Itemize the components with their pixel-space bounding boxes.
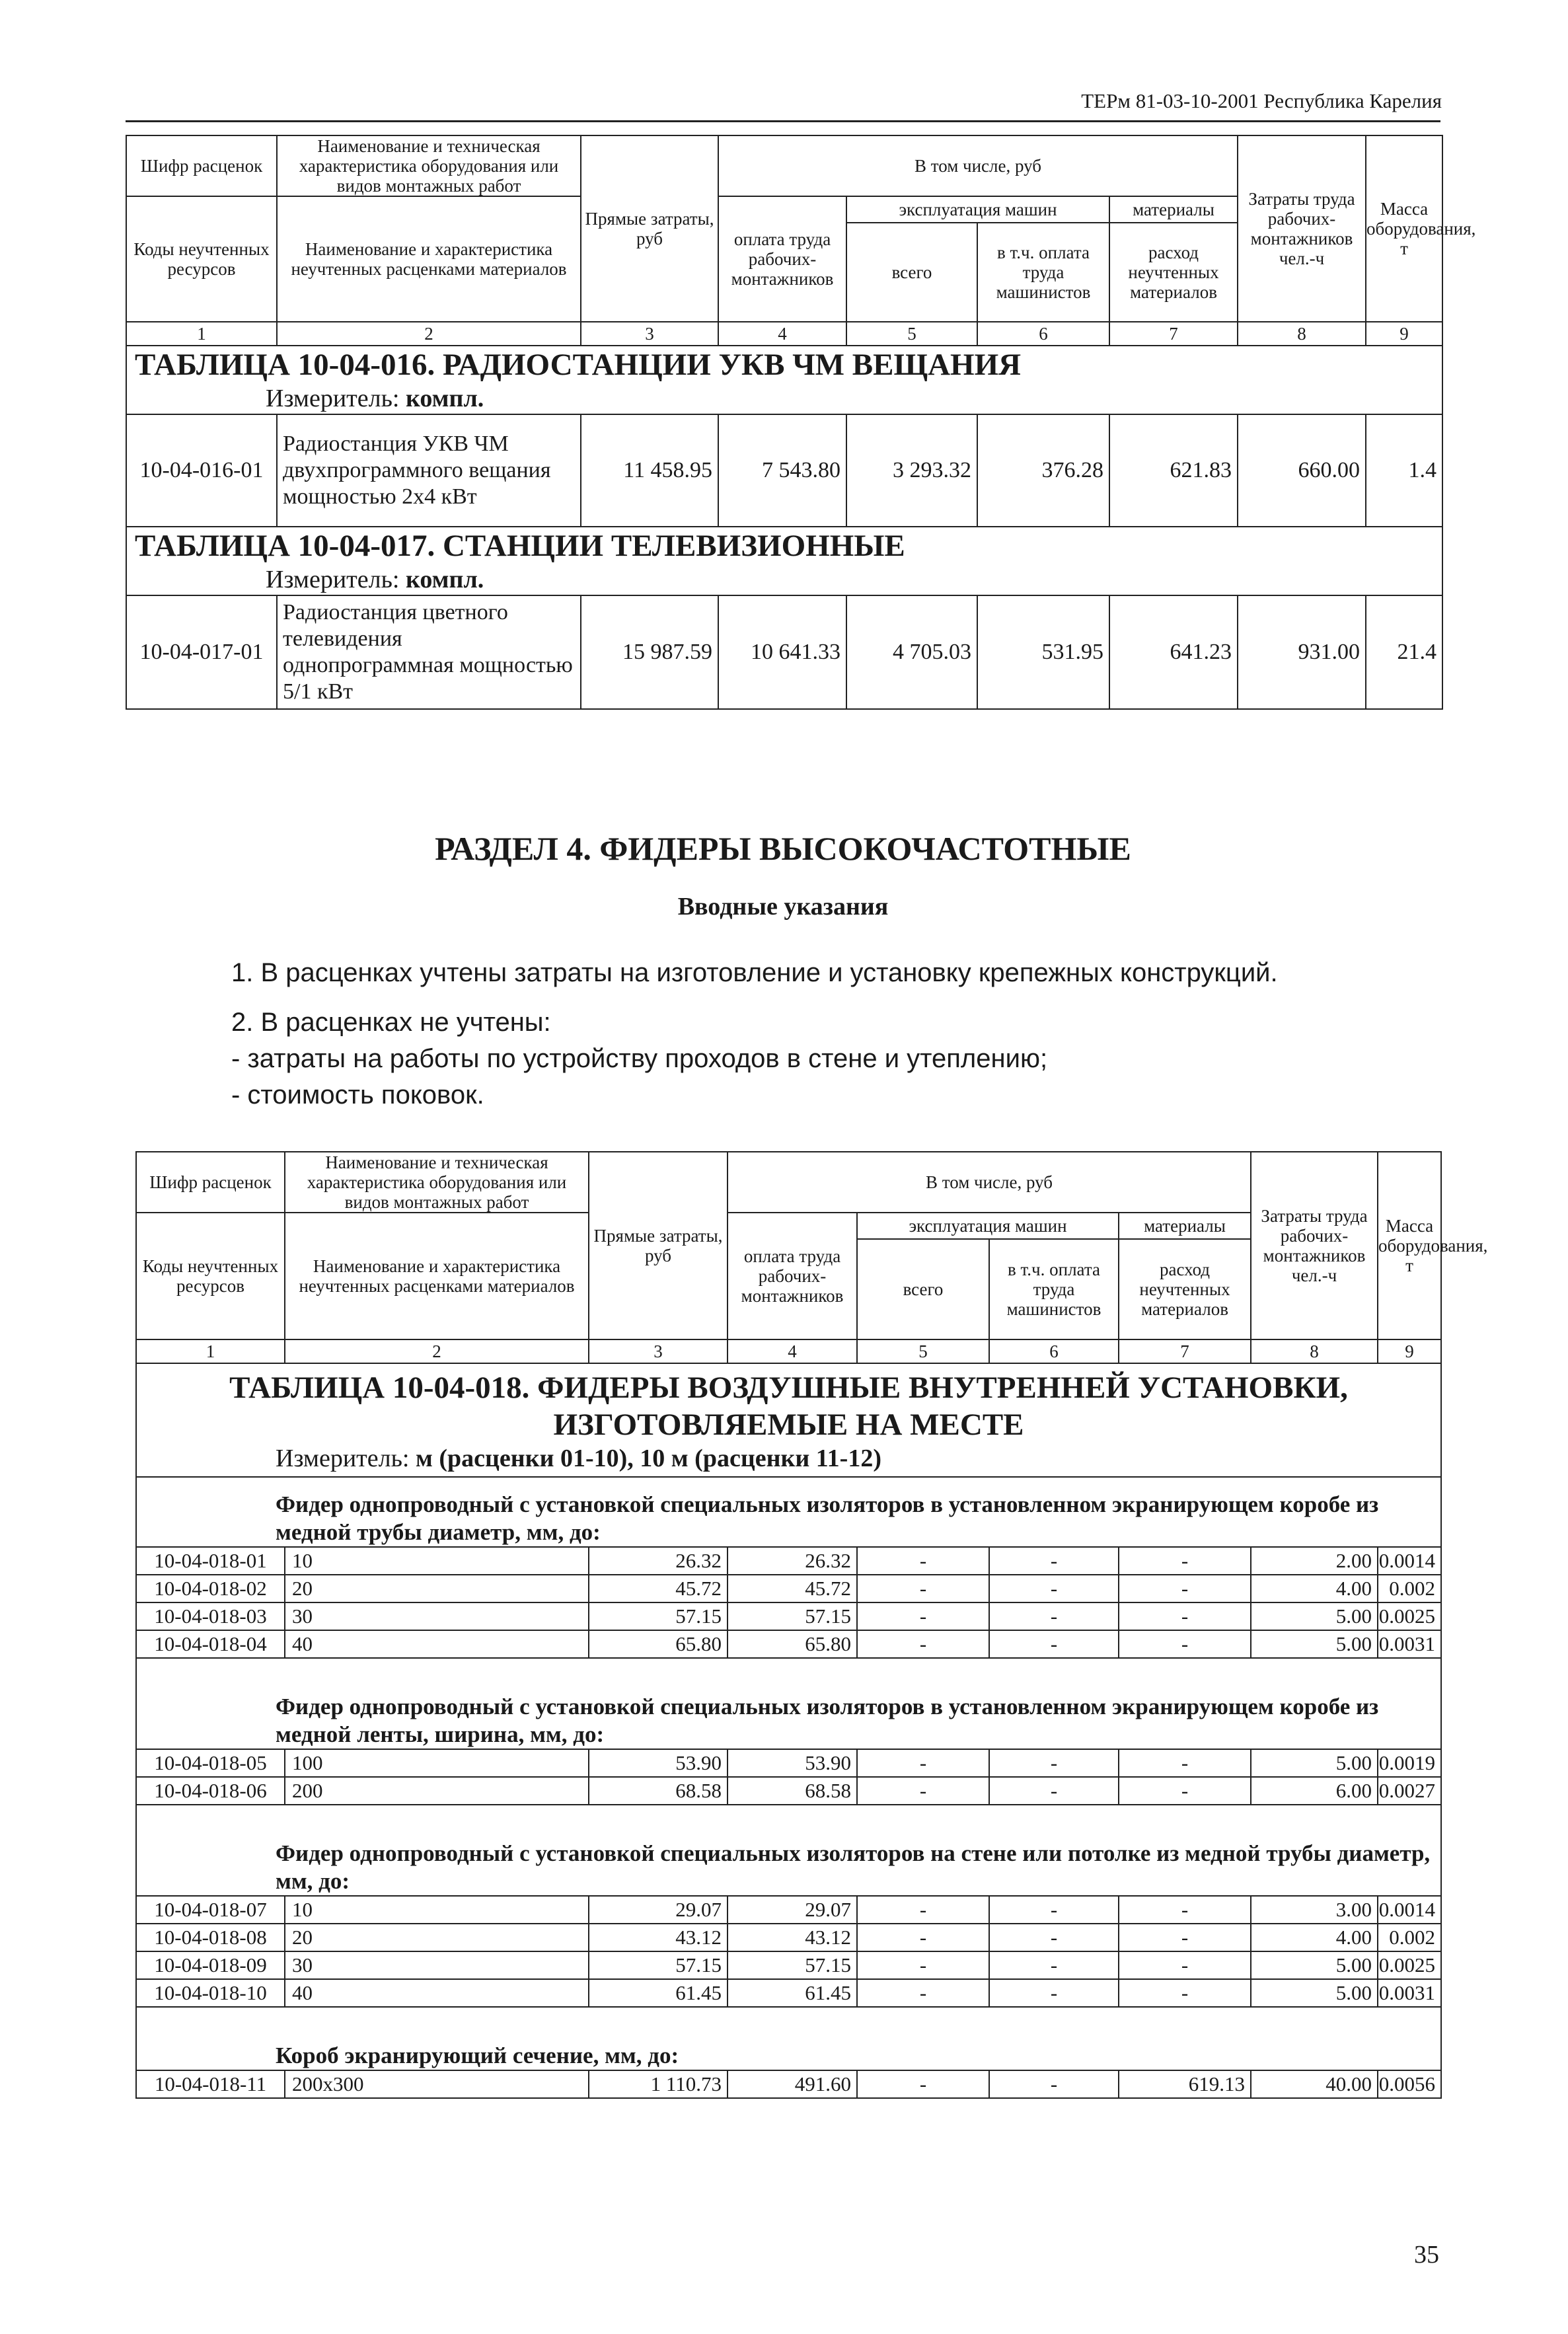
col-number: 5 xyxy=(846,322,977,346)
header-including: В том числе, руб xyxy=(728,1152,1251,1213)
machines-total: 4 705.03 xyxy=(846,595,977,709)
machines-total: - xyxy=(857,1575,989,1602)
labor-cost: 660.00 xyxy=(1238,414,1366,527)
intro-line-3: - затраты на работы по устройству проходов в стене и утеплению; xyxy=(231,1044,1048,1073)
labor-cost: 5.00 xyxy=(1251,1630,1378,1658)
col-number: 7 xyxy=(1119,1339,1251,1363)
equipment-mass: 21.4 xyxy=(1366,595,1442,709)
machines-total: - xyxy=(857,2070,989,2098)
machinists-pay: - xyxy=(989,1547,1119,1575)
col-number: 5 xyxy=(857,1339,989,1363)
rate-code: 10-04-018-01 xyxy=(136,1547,285,1575)
header-machinists-pay: в т.ч. оплата труда машинистов xyxy=(977,223,1109,322)
table-row xyxy=(136,1896,1441,1924)
col-number: 3 xyxy=(581,322,718,346)
col-number: 8 xyxy=(1238,322,1366,346)
machinists-pay: 376.28 xyxy=(977,414,1109,527)
direct-costs: 53.90 xyxy=(589,1749,728,1777)
machines-total: - xyxy=(857,1547,989,1575)
materials-cost: - xyxy=(1119,1547,1251,1575)
table-row xyxy=(126,414,1442,527)
rate-name: 10 xyxy=(285,1547,589,1575)
labor-pay: 53.90 xyxy=(728,1749,857,1777)
materials-cost: - xyxy=(1119,1924,1251,1951)
group-heading: Фидер однопроводный с установкой специальных изоляторов в установленном экранирующем коробе из медной ленты, ширина, мм, до: xyxy=(136,1658,1441,1749)
table-row xyxy=(136,1602,1441,1630)
rate-name: 10 xyxy=(285,1896,589,1924)
col-number: 3 xyxy=(589,1339,728,1363)
header-materials: материалы xyxy=(1119,1213,1251,1239)
labor-pay: 7 543.80 xyxy=(718,414,846,527)
machines-total: - xyxy=(857,1979,989,2007)
rate-name: 100 xyxy=(285,1749,589,1777)
rate-name: 30 xyxy=(285,1951,589,1979)
materials-cost: - xyxy=(1119,1896,1251,1924)
intro-line-4: - стоимость поковок. xyxy=(231,1080,484,1110)
labor-cost: 4.00 xyxy=(1251,1924,1378,1951)
labor-pay: 26.32 xyxy=(728,1547,857,1575)
materials-cost: - xyxy=(1119,1630,1251,1658)
rate-code: 10-04-018-10 xyxy=(136,1979,285,2007)
rate-name: Радиостанция УКВ ЧМ двухпрограммного вещания мощностью 2х4 кВт xyxy=(277,414,581,527)
header-labor-cost: Затраты труда рабочих-монтажников чел.-ч xyxy=(1238,135,1366,322)
labor-cost: 5.00 xyxy=(1251,1602,1378,1630)
equipment-mass: 0.0025 xyxy=(1378,1602,1441,1630)
rate-name: 40 xyxy=(285,1979,589,2007)
labor-pay: 491.60 xyxy=(728,2070,857,2098)
rate-code: 10-04-018-11 xyxy=(136,2070,285,2098)
machines-total: - xyxy=(857,1749,989,1777)
meter-018: Измеритель: м (расценки 01-10), 10 м (расценки 11-12) xyxy=(276,1445,881,1472)
equipment-mass: 0.0025 xyxy=(1378,1951,1441,1979)
machines-total: 3 293.32 xyxy=(846,414,977,527)
direct-costs: 45.72 xyxy=(589,1575,728,1602)
machinists-pay: - xyxy=(989,1602,1119,1630)
labor-pay: 29.07 xyxy=(728,1896,857,1924)
machinists-pay: 531.95 xyxy=(977,595,1109,709)
direct-costs: 26.32 xyxy=(589,1547,728,1575)
labor-cost: 931.00 xyxy=(1238,595,1366,709)
materials-cost: - xyxy=(1119,1951,1251,1979)
materials-cost: - xyxy=(1119,1575,1251,1602)
materials-cost: 641.23 xyxy=(1109,595,1238,709)
labor-pay: 43.12 xyxy=(728,1924,857,1951)
materials-cost: 621.83 xyxy=(1109,414,1238,527)
direct-costs: 57.15 xyxy=(589,1951,728,1979)
table-row xyxy=(136,1924,1441,1951)
table-title-018-line1: ТАБЛИЦА 10-04-018. ФИДЕРЫ ВОЗДУШНЫЕ ВНУТРЕННЕЙ УСТАНОВКИ, xyxy=(229,1371,1348,1405)
rate-code: 10-04-018-02 xyxy=(136,1575,285,1602)
rate-name: Радиостанция цветного телевидения однопрограммная мощностью 5/1 кВт xyxy=(277,595,581,709)
header-including: В том числе, руб xyxy=(718,135,1238,196)
machinists-pay: - xyxy=(989,1630,1119,1658)
labor-cost: 3.00 xyxy=(1251,1896,1378,1924)
col-number: 2 xyxy=(277,322,581,346)
header-labor-pay: оплата труда рабочих-монтажников xyxy=(728,1213,857,1339)
col-number: 1 xyxy=(136,1339,285,1363)
direct-costs: 57.15 xyxy=(589,1602,728,1630)
rate-code: 10-04-018-09 xyxy=(136,1951,285,1979)
header-labor-cost: Затраты труда рабочих-монтажников чел.-ч xyxy=(1251,1152,1378,1339)
header-direct-costs: Прямые затраты, руб xyxy=(589,1152,728,1339)
intro-title: Вводные указания xyxy=(677,893,889,921)
running-title: ТЕРм 81-03-10-2001 Республика Карелия xyxy=(1081,89,1442,112)
table-row xyxy=(136,1575,1441,1602)
header-code: Шифр расценок xyxy=(136,1152,285,1213)
table-row xyxy=(136,1979,1441,2007)
rate-code: 10-04-018-05 xyxy=(136,1749,285,1777)
equipment-mass: 0.002 xyxy=(1378,1924,1441,1951)
labor-cost: 2.00 xyxy=(1251,1547,1378,1575)
rate-name: 200 xyxy=(285,1777,589,1805)
intro-line-1: 1. В расценках учтены затраты на изготовление и установку крепежных конструкций. xyxy=(231,958,1278,987)
col-number: 1 xyxy=(126,322,277,346)
equipment-mass: 0.002 xyxy=(1378,1575,1441,1602)
direct-costs: 29.07 xyxy=(589,1896,728,1924)
direct-costs: 68.58 xyxy=(589,1777,728,1805)
table-row xyxy=(126,595,1442,709)
materials-cost: - xyxy=(1119,1749,1251,1777)
labor-pay: 68.58 xyxy=(728,1777,857,1805)
machinists-pay: - xyxy=(989,1924,1119,1951)
header-rule xyxy=(126,120,1440,122)
header-material-names: Наименование и характеристика неучтенных расценками материалов xyxy=(277,196,581,322)
intro-line-2: 2. В расценках не учтены: xyxy=(231,1008,551,1037)
equipment-mass: 0.0027 xyxy=(1378,1777,1441,1805)
materials-cost: - xyxy=(1119,1602,1251,1630)
labor-cost: 5.00 xyxy=(1251,1951,1378,1979)
materials-cost: - xyxy=(1119,1979,1251,2007)
machinists-pay: - xyxy=(989,1896,1119,1924)
labor-pay: 10 641.33 xyxy=(718,595,846,709)
direct-costs: 1 110.73 xyxy=(589,2070,728,2098)
rate-name: 200x300 xyxy=(285,2070,589,2098)
col-number: 9 xyxy=(1378,1339,1441,1363)
equipment-mass: 0.0019 xyxy=(1378,1749,1441,1777)
materials-cost: - xyxy=(1119,1777,1251,1805)
header-machines-total: всего xyxy=(857,1239,989,1339)
machinists-pay: - xyxy=(989,2070,1119,2098)
group-heading: Фидер однопроводный с установкой специальных изоляторов в установленном экранирующем коробе из медной трубы диаметр, мм, до: xyxy=(136,1477,1441,1547)
rate-code: 10-04-018-04 xyxy=(136,1630,285,1658)
direct-costs: 15 987.59 xyxy=(581,595,718,709)
rate-code: 10-04-018-08 xyxy=(136,1924,285,1951)
header-resource-codes: Коды неучтенных ресурсов xyxy=(136,1213,285,1339)
section-title: РАЗДЕЛ 4. ФИДЕРЫ ВЫСОКОЧАСТОТНЫЕ xyxy=(435,830,1131,867)
machines-total: - xyxy=(857,1896,989,1924)
header-name: Наименование и техническая характеристика оборудования или видов монтажных работ xyxy=(277,135,581,196)
labor-pay: 57.15 xyxy=(728,1602,857,1630)
machinists-pay: - xyxy=(989,1979,1119,2007)
rate-name: 20 xyxy=(285,1575,589,1602)
col-number: 8 xyxy=(1251,1339,1378,1363)
rate-code: 10-04-017-01 xyxy=(126,595,277,709)
header-resource-codes: Коды неучтенных ресурсов xyxy=(126,196,277,322)
rate-code: 10-04-016-01 xyxy=(126,414,277,527)
group-heading: Короб экранирующий сечение, мм, до: xyxy=(136,2007,1441,2070)
equipment-mass: 1.4 xyxy=(1366,414,1442,527)
meter-016: Измеритель: компл. xyxy=(266,385,484,412)
table-title-016: ТАБЛИЦА 10-04-016. РАДИОСТАНЦИИ УКВ ЧМ ВЕЩАНИЯ xyxy=(135,348,1022,382)
rate-name: 30 xyxy=(285,1602,589,1630)
machines-total: - xyxy=(857,1777,989,1805)
header-material-names: Наименование и характеристика неучтенных расценками материалов xyxy=(285,1213,589,1339)
labor-cost: 40.00 xyxy=(1251,2070,1378,2098)
header-materials: материалы xyxy=(1109,196,1238,223)
header-code: Шифр расценок xyxy=(126,135,277,196)
header-mass: Масса оборудования, т xyxy=(1366,135,1442,322)
header-machines: эксплуатация машин xyxy=(846,196,1109,223)
equipment-mass: 0.0014 xyxy=(1378,1547,1441,1575)
header-name: Наименование и техническая характеристика оборудования или видов монтажных работ xyxy=(285,1152,589,1213)
direct-costs: 43.12 xyxy=(589,1924,728,1951)
machines-total: - xyxy=(857,1602,989,1630)
equipment-mass: 0.0014 xyxy=(1378,1896,1441,1924)
direct-costs: 65.80 xyxy=(589,1630,728,1658)
equipment-mass: 0.0031 xyxy=(1378,1630,1441,1658)
table-title-017: ТАБЛИЦА 10-04-017. СТАНЦИИ ТЕЛЕВИЗИОННЫЕ xyxy=(135,529,905,563)
col-number: 6 xyxy=(977,322,1109,346)
machinists-pay: - xyxy=(989,1951,1119,1979)
col-number: 4 xyxy=(718,322,846,346)
labor-cost: 4.00 xyxy=(1251,1575,1378,1602)
header-machines-total: всего xyxy=(846,223,977,322)
machinists-pay: - xyxy=(989,1777,1119,1805)
table-row xyxy=(136,1547,1441,1575)
direct-costs: 11 458.95 xyxy=(581,414,718,527)
rate-code: 10-04-018-06 xyxy=(136,1777,285,1805)
header-unaccounted-materials: расход неучтенных материалов xyxy=(1119,1239,1251,1339)
labor-pay: 57.15 xyxy=(728,1951,857,1979)
rate-code: 10-04-018-03 xyxy=(136,1602,285,1630)
machines-total: - xyxy=(857,1924,989,1951)
labor-cost: 5.00 xyxy=(1251,1979,1378,2007)
col-number: 7 xyxy=(1109,322,1238,346)
direct-costs: 61.45 xyxy=(589,1979,728,2007)
header-direct-costs: Прямые затраты, руб xyxy=(581,135,718,322)
machinists-pay: - xyxy=(989,1749,1119,1777)
machines-total: - xyxy=(857,1630,989,1658)
table-title-018-line2: ИЗГОТОВЛЯЕМЫЕ НА МЕСТЕ xyxy=(553,1408,1024,1442)
group-heading: Фидер однопроводный с установкой специальных изоляторов на стене или потолке из медной трубы диаметр, мм, до: xyxy=(136,1805,1441,1896)
header-mass: Масса оборудования, т xyxy=(1378,1152,1441,1339)
labor-pay: 45.72 xyxy=(728,1575,857,1602)
labor-cost: 6.00 xyxy=(1251,1777,1378,1805)
table-row xyxy=(136,1777,1441,1805)
header-labor-pay: оплата труда рабочих-монтажников xyxy=(718,196,846,322)
equipment-mass: 0.0031 xyxy=(1378,1979,1441,2007)
rate-name: 20 xyxy=(285,1924,589,1951)
col-number: 9 xyxy=(1366,322,1442,346)
table-row xyxy=(136,1749,1441,1777)
table-row xyxy=(136,2070,1441,2098)
labor-pay: 65.80 xyxy=(728,1630,857,1658)
equipment-mass: 0.0056 xyxy=(1378,2070,1441,2098)
feeder-rate-table xyxy=(135,1151,1488,2099)
labor-cost: 5.00 xyxy=(1251,1749,1378,1777)
table-row xyxy=(136,1951,1441,1979)
machinists-pay: - xyxy=(989,1575,1119,1602)
col-number: 2 xyxy=(285,1339,589,1363)
labor-pay: 61.45 xyxy=(728,1979,857,2007)
rate-name: 40 xyxy=(285,1630,589,1658)
top-rate-table xyxy=(126,135,1476,710)
meter-017: Измеритель: компл. xyxy=(266,566,484,593)
header-machinists-pay: в т.ч. оплата труда машинистов xyxy=(989,1239,1119,1339)
page-number: 35 xyxy=(1414,2241,1439,2269)
col-number: 6 xyxy=(989,1339,1119,1363)
rate-code: 10-04-018-07 xyxy=(136,1896,285,1924)
materials-cost: 619.13 xyxy=(1119,2070,1251,2098)
col-number: 4 xyxy=(728,1339,857,1363)
table-row xyxy=(136,1630,1441,1658)
header-machines: эксплуатация машин xyxy=(857,1213,1119,1239)
header-unaccounted-materials: расход неучтенных материалов xyxy=(1109,223,1238,322)
machines-total: - xyxy=(857,1951,989,1979)
